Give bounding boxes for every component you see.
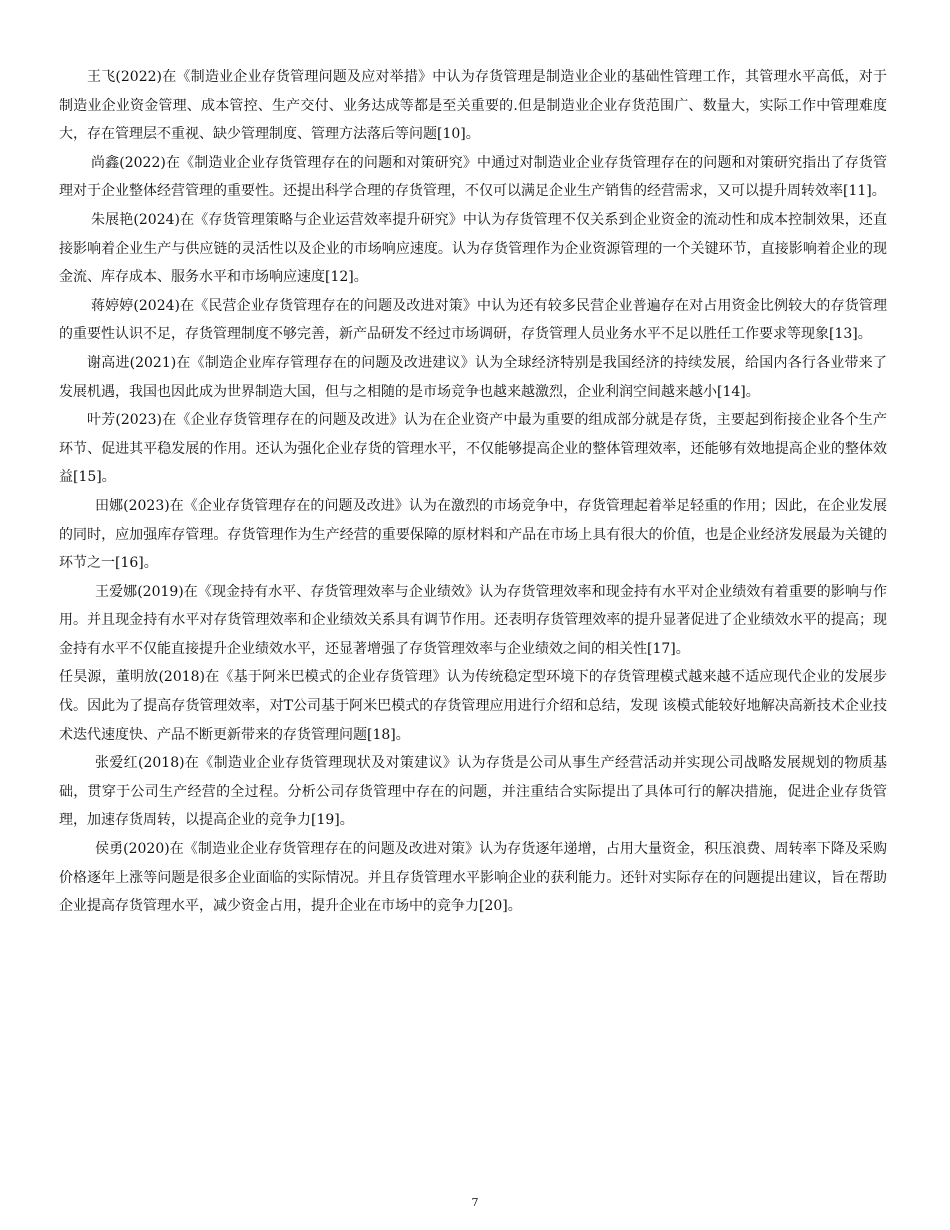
paragraph-wang-aina: 王爱娜(2019)在《现金持有水平、存货管理效率与企业绩效》认为存货管理效率和现金持有水平对企业绩效有着重要的影响与作用。并且现金持有水平对存货管理效率和企业绩效关系具有调节作用。还表明存货管理效率的提升显著促进了企业绩效水平的提高；现金持有水平不仅能直接提升企业绩效水平，还显著增强了存货管理效率与企业绩效之间的相关性[17]。 bbox=[59, 583, 887, 657]
paragraph-hou-yong: 侯勇(2020)在《制造业企业存货管理存在的问题及改进对策》认为存货逐年递增，占用大量资金，积压浪费、周转率下降及采购价格逐年上涨等问题是很多企业面临的实际情况。并且存货管理水平影响企业的获利能力。还针对实际存在的问题提出建议，旨在帮助企业提高存货管理水平，减少资金占用，提升企业在市场中的竞争力[20]。 bbox=[59, 841, 887, 915]
paragraph-tian-na: 田娜(2023)在《企业存货管理存在的问题及改进》认为在激烈的市场竞争中，存货管理起着举足轻重的作用；因此，在企业发展的同时，应加强库存管理。存货管理作为生产经营的重要保障的原材料和产品在市场上具有很大的价值，也是企业经济发展最为关键的环节之一[16]。 bbox=[59, 497, 887, 572]
paragraph-jiang-tingting: 蒋婷婷(2024)在《民营企业存货管理存在的问题及改进对策》中认为还有较多民营企业普遍存在对占用资金比例较大的存货管理的重要性认识不足，存货管理制度不够完善，新产品研发不经过市场调研，存货管理人员业务水平不足以胜任工作要求等现象[13]。 bbox=[59, 297, 887, 343]
page-number: 7 bbox=[471, 1196, 479, 1209]
paragraph-wang-fei: 王飞(2022)在《制造业企业存货管理问题及应对举措》中认为存货管理是制造业企业的基础性管理工作，其管理水平高低，对于制造业企业资金管理、成本管控、生产交付、业务达成等都是至关重要的.但是制造业企业存货范围广、数量大，实际工作中管理难度大，存在管理层不重视、缺少管理制度、管理方法落后等问题[10]。 bbox=[59, 69, 887, 143]
paragraph-xie-gaojin: 谢高进(2021)在《制造企业库存管理存在的问题及改进建议》认为全球经济特别是我国经济的持续发展，给国内各行各业带来了发展机遇，我国也因此成为世界制造大国，但与之相随的是市场竞争也越来越激烈，企业利润空间越来越小[14]。 bbox=[59, 354, 887, 400]
paragraph-zhang-aihong: 张爱红(2018)在《制造业企业存货管理现状及对策建议》认为存货是公司从事生产经营活动并实现公司战略发展规划的物质基础，贯穿于公司生产经营的全过程。分析公司存货管理中存在的问题，并注重结合实际提出了具体可行的解决措施，促进企业存货管理，加速存货周转，以提高企业的竞争力[19]。 bbox=[59, 755, 887, 829]
paragraph-ye-fang: 叶芳(2023)在《企业存货管理存在的问题及改进》认为在企业资产中最为重要的组成部分就是存货，主要起到衔接企业各个生产环节、促进其平稳发展的作用。还认为强化企业存货的管理水平，不仅能够提高企业的整体管理效率，还能够有效地提高企业的整体效益[15]。 bbox=[59, 412, 887, 486]
paragraph-zhu-zhanyan: 朱展艳(2024)在《存货管理策略与企业运营效率提升研究》中认为存货管理不仅关系到企业资金的流动性和成本控制效果，还直接影响着企业生产与供应链的灵活性以及企业的市场响应速度。认为存货管理作为企业资源管理的一个关键环节，直接影响着企业的现金流、库存成本、服务水平和市场响应速度[12]。 bbox=[59, 211, 887, 286]
paragraph-shang-xin: 尚鑫(2022)在《制造业企业存货管理存在的问题和对策研究》中通过对制造业企业存货管理存在的问题和对策研究指出了存货管理对于企业整体经营管理的重要性。还提出科学合理的存货管理，不仅可以满足企业生产销售的经营需求，又可以提升周转效率[11]。 bbox=[59, 154, 887, 200]
paragraph-ren-haoyuan: 任昊源，董明放(2018)在《基于阿米巴模式的企业存货管理》认为传统稳定型环境下的存货管理模式越来越不适应现代企业的发展步伐。因此为了提高存货管理效率，对T公司基于阿米巴模式的存货管理应用进行介绍和总结，发现 该模式能较好地解决高新技术企业技术迭代速度快、产品不断更新带来的存货管理问题[18]。 bbox=[59, 669, 887, 743]
document-body bbox=[59, 63, 887, 921]
